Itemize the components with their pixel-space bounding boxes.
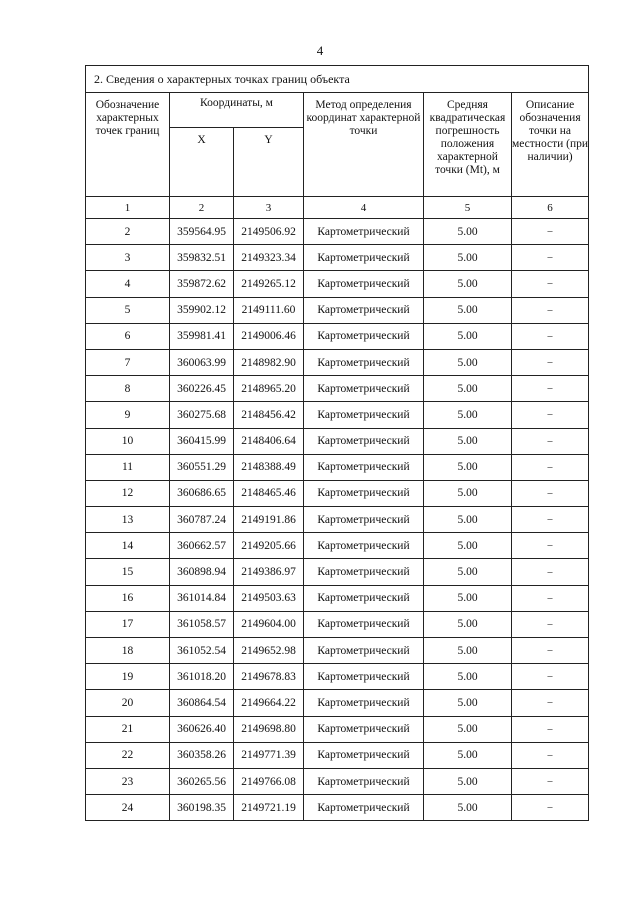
table-row xyxy=(86,533,589,559)
cell-error: 5.00 xyxy=(424,219,512,245)
cell-x: 359981.41 xyxy=(170,323,234,349)
table-row xyxy=(86,690,589,716)
cell-error: 5.00 xyxy=(424,245,512,271)
cell-description: – xyxy=(512,585,589,611)
cell-y: 2149678.83 xyxy=(234,664,304,690)
table-row xyxy=(86,664,589,690)
table-row xyxy=(86,245,589,271)
cell-point: 3 xyxy=(86,245,170,271)
cell-error: 5.00 xyxy=(424,271,512,297)
cell-description: – xyxy=(512,611,589,637)
table-row xyxy=(86,742,589,768)
cell-point: 7 xyxy=(86,349,170,375)
cell-error: 5.00 xyxy=(424,428,512,454)
cell-method: Картометрический xyxy=(304,638,424,664)
table-row xyxy=(86,611,589,637)
table-row xyxy=(86,376,589,402)
cell-description: – xyxy=(512,559,589,585)
table-row xyxy=(86,402,589,428)
cell-y: 2149191.86 xyxy=(234,507,304,533)
cell-error: 5.00 xyxy=(424,768,512,794)
cell-point: 20 xyxy=(86,690,170,716)
cell-point: 22 xyxy=(86,742,170,768)
cell-point: 18 xyxy=(86,638,170,664)
cell-description: – xyxy=(512,638,589,664)
cell-x: 360551.29 xyxy=(170,454,234,480)
cell-error: 5.00 xyxy=(424,690,512,716)
cell-point: 12 xyxy=(86,480,170,506)
column-number: 2 xyxy=(170,197,234,219)
header-error: Средняя квадратическая погрешность положения характерной точки (Mt), м xyxy=(424,93,512,197)
column-number: 3 xyxy=(234,197,304,219)
cell-error: 5.00 xyxy=(424,402,512,428)
cell-point: 19 xyxy=(86,664,170,690)
cell-error: 5.00 xyxy=(424,585,512,611)
cell-x: 359564.95 xyxy=(170,219,234,245)
table-row xyxy=(86,454,589,480)
cell-error: 5.00 xyxy=(424,611,512,637)
table-row xyxy=(86,271,589,297)
cell-y: 2149771.39 xyxy=(234,742,304,768)
cell-method: Картометрический xyxy=(304,402,424,428)
cell-y: 2149664.22 xyxy=(234,690,304,716)
table-row xyxy=(86,297,589,323)
cell-description: – xyxy=(512,349,589,375)
cell-point: 23 xyxy=(86,768,170,794)
cell-y: 2148388.49 xyxy=(234,454,304,480)
cell-y: 2149698.80 xyxy=(234,716,304,742)
cell-error: 5.00 xyxy=(424,297,512,323)
cell-method: Картометрический xyxy=(304,245,424,271)
cell-method: Картометрический xyxy=(304,219,424,245)
cell-error: 5.00 xyxy=(424,480,512,506)
cell-y: 2148406.64 xyxy=(234,428,304,454)
header-description: Описание обозначения точки на местности (при наличии) xyxy=(512,93,589,197)
cell-point: 16 xyxy=(86,585,170,611)
cell-method: Картометрический xyxy=(304,611,424,637)
cell-y: 2149506.92 xyxy=(234,219,304,245)
cell-x: 359832.51 xyxy=(170,245,234,271)
cell-point: 2 xyxy=(86,219,170,245)
cell-point: 8 xyxy=(86,376,170,402)
cell-x: 361018.20 xyxy=(170,664,234,690)
cell-x: 359872.62 xyxy=(170,271,234,297)
cell-method: Картометрический xyxy=(304,376,424,402)
cell-y: 2149766.08 xyxy=(234,768,304,794)
cell-description: – xyxy=(512,742,589,768)
cell-x: 360898.94 xyxy=(170,559,234,585)
cell-y: 2149323.34 xyxy=(234,245,304,271)
column-number: 4 xyxy=(304,197,424,219)
cell-y: 2149386.97 xyxy=(234,559,304,585)
cell-x: 361052.54 xyxy=(170,638,234,664)
cell-y: 2149652.98 xyxy=(234,638,304,664)
cell-y: 2149721.19 xyxy=(234,795,304,821)
cell-description: – xyxy=(512,507,589,533)
cell-method: Картометрический xyxy=(304,559,424,585)
section-title: 2. Сведения о характерных точках границ объекта xyxy=(86,66,589,93)
cell-x: 360226.45 xyxy=(170,376,234,402)
cell-point: 15 xyxy=(86,559,170,585)
cell-description: – xyxy=(512,480,589,506)
cell-method: Картометрический xyxy=(304,480,424,506)
cell-method: Картометрический xyxy=(304,795,424,821)
header-coordinates: Координаты, м xyxy=(170,93,304,128)
cell-error: 5.00 xyxy=(424,559,512,585)
cell-y: 2149604.00 xyxy=(234,611,304,637)
cell-point: 4 xyxy=(86,271,170,297)
cell-method: Картометрический xyxy=(304,664,424,690)
cell-x: 361014.84 xyxy=(170,585,234,611)
page-number: 4 xyxy=(316,43,324,58)
cell-method: Картометрический xyxy=(304,690,424,716)
table-row xyxy=(86,638,589,664)
cell-description: – xyxy=(512,795,589,821)
table-body xyxy=(86,219,589,821)
cell-method: Картометрический xyxy=(304,533,424,559)
cell-point: 14 xyxy=(86,533,170,559)
header-point: Обозначение характерных точек границ xyxy=(86,93,170,197)
cell-point: 6 xyxy=(86,323,170,349)
cell-x: 360358.26 xyxy=(170,742,234,768)
cell-x: 360787.24 xyxy=(170,507,234,533)
table-row xyxy=(86,219,589,245)
cell-y: 2148965.20 xyxy=(234,376,304,402)
cell-method: Картометрический xyxy=(304,742,424,768)
cell-x: 360864.54 xyxy=(170,690,234,716)
cell-description: – xyxy=(512,376,589,402)
cell-method: Картометрический xyxy=(304,323,424,349)
cell-x: 360265.56 xyxy=(170,768,234,794)
cell-description: – xyxy=(512,533,589,559)
cell-description: – xyxy=(512,664,589,690)
cell-y: 2149111.60 xyxy=(234,297,304,323)
table-row xyxy=(86,795,589,821)
cell-description: – xyxy=(512,297,589,323)
cell-method: Картометрический xyxy=(304,585,424,611)
cell-point: 10 xyxy=(86,428,170,454)
cell-description: – xyxy=(512,454,589,480)
column-numbers-row xyxy=(86,197,589,219)
cell-method: Картометрический xyxy=(304,297,424,323)
boundary-points-table xyxy=(85,65,589,821)
cell-x: 360198.35 xyxy=(170,795,234,821)
cell-method: Картометрический xyxy=(304,349,424,375)
cell-error: 5.00 xyxy=(424,716,512,742)
cell-error: 5.00 xyxy=(424,323,512,349)
table-row xyxy=(86,559,589,585)
cell-y: 2149205.66 xyxy=(234,533,304,559)
cell-description: – xyxy=(512,768,589,794)
cell-x: 361058.57 xyxy=(170,611,234,637)
cell-x: 359902.12 xyxy=(170,297,234,323)
cell-point: 24 xyxy=(86,795,170,821)
table-row xyxy=(86,428,589,454)
cell-description: – xyxy=(512,690,589,716)
cell-error: 5.00 xyxy=(424,638,512,664)
cell-method: Картометрический xyxy=(304,428,424,454)
cell-point: 21 xyxy=(86,716,170,742)
cell-x: 360626.40 xyxy=(170,716,234,742)
cell-error: 5.00 xyxy=(424,533,512,559)
cell-method: Картометрический xyxy=(304,716,424,742)
cell-x: 360275.68 xyxy=(170,402,234,428)
cell-y: 2148982.90 xyxy=(234,349,304,375)
cell-method: Картометрический xyxy=(304,768,424,794)
header-y: Y xyxy=(234,128,304,197)
cell-y: 2148465.46 xyxy=(234,480,304,506)
cell-method: Картометрический xyxy=(304,454,424,480)
cell-y: 2149265.12 xyxy=(234,271,304,297)
column-number: 6 xyxy=(512,197,589,219)
cell-description: – xyxy=(512,219,589,245)
table-row xyxy=(86,768,589,794)
cell-error: 5.00 xyxy=(424,376,512,402)
cell-x: 360686.65 xyxy=(170,480,234,506)
cell-x: 360662.57 xyxy=(170,533,234,559)
cell-y: 2149006.46 xyxy=(234,323,304,349)
table-row xyxy=(86,585,589,611)
cell-point: 11 xyxy=(86,454,170,480)
cell-point: 13 xyxy=(86,507,170,533)
cell-description: – xyxy=(512,323,589,349)
cell-description: – xyxy=(512,716,589,742)
cell-method: Картометрический xyxy=(304,507,424,533)
table-row xyxy=(86,507,589,533)
cell-error: 5.00 xyxy=(424,664,512,690)
table-row xyxy=(86,323,589,349)
cell-description: – xyxy=(512,271,589,297)
cell-error: 5.00 xyxy=(424,742,512,768)
cell-x: 360415.99 xyxy=(170,428,234,454)
table-row xyxy=(86,480,589,506)
cell-method: Картометрический xyxy=(304,271,424,297)
cell-point: 9 xyxy=(86,402,170,428)
cell-point: 5 xyxy=(86,297,170,323)
header-method: Метод определения координат характерной точки xyxy=(304,93,424,197)
column-number: 1 xyxy=(86,197,170,219)
header-x: X xyxy=(170,128,234,197)
cell-description: – xyxy=(512,402,589,428)
cell-point: 17 xyxy=(86,611,170,637)
cell-error: 5.00 xyxy=(424,454,512,480)
column-number: 5 xyxy=(424,197,512,219)
cell-x: 360063.99 xyxy=(170,349,234,375)
cell-error: 5.00 xyxy=(424,507,512,533)
cell-y: 2148456.42 xyxy=(234,402,304,428)
cell-y: 2149503.63 xyxy=(234,585,304,611)
cell-description: – xyxy=(512,428,589,454)
cell-error: 5.00 xyxy=(424,349,512,375)
cell-description: – xyxy=(512,245,589,271)
table-row xyxy=(86,716,589,742)
cell-error: 5.00 xyxy=(424,795,512,821)
table-row xyxy=(86,349,589,375)
